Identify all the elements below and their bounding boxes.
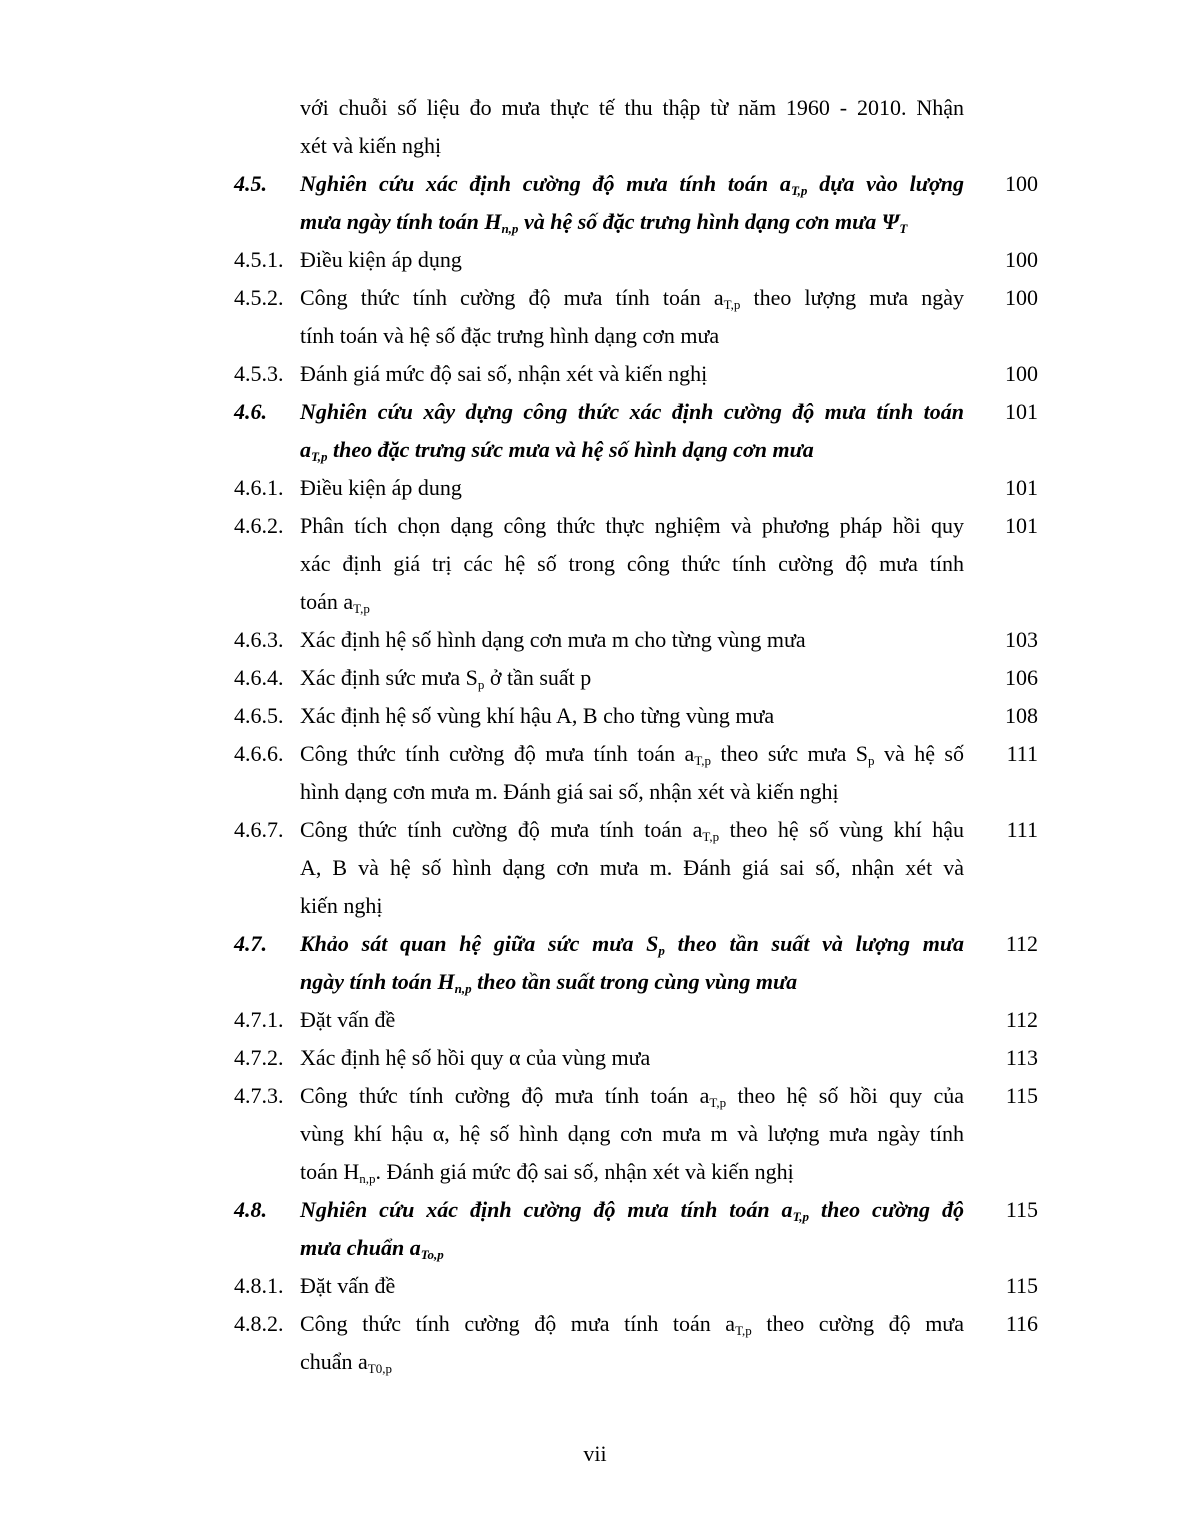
title-text: Điều kiện áp dung xyxy=(300,475,462,500)
toc-entry-page-number: 115 xyxy=(1005,1083,1038,1108)
title-text: mưa chuẩn a xyxy=(300,1235,421,1260)
title-text: theo hệ số hồi quy của xyxy=(726,1083,964,1108)
toc-entry-title xyxy=(300,355,964,393)
title-text: mưa ngày tính toán H xyxy=(300,209,502,234)
toc-entry-title-line xyxy=(300,811,964,849)
toc-entry[interactable] xyxy=(0,469,1190,507)
toc-entry-number: 4.5.1. xyxy=(234,247,284,272)
toc-entry[interactable] xyxy=(0,393,1190,469)
toc-entry-title-line xyxy=(300,1153,964,1191)
toc-entry-title-line xyxy=(300,203,964,241)
subscript: n,p xyxy=(501,221,519,236)
subscript: T,p xyxy=(790,183,808,198)
title-text: và hệ số xyxy=(874,741,964,766)
toc-entry-page-number: 112 xyxy=(1005,931,1038,956)
title-text: ở tần suất p xyxy=(484,665,592,690)
title-text: và hệ số đặc trưng hình dạng cơn mưa Ψ xyxy=(518,209,900,234)
toc-entry-number: 4.7.2. xyxy=(234,1045,284,1070)
toc-entry-title-line xyxy=(300,887,964,925)
toc-entry-title-line xyxy=(300,925,964,963)
title-text: Xác định sức mưa S xyxy=(300,665,478,690)
subscript: To,p xyxy=(420,1247,444,1262)
toc-entry-title xyxy=(300,697,964,735)
title-text: chuẩn a xyxy=(300,1349,368,1374)
toc-entry[interactable] xyxy=(0,1039,1190,1077)
title-text: xét và kiến nghị xyxy=(300,133,442,158)
toc-entry-page-number: 115 xyxy=(1005,1197,1038,1222)
toc-entry-page-number: 101 xyxy=(1005,399,1038,424)
toc-entry-title xyxy=(300,1001,964,1039)
toc-entry-page-number: 100 xyxy=(1005,361,1038,386)
title-text: Khảo sát quan hệ giữa sức mưa S xyxy=(300,931,659,956)
title-text: Xác định hệ số hồi quy α của vùng mưa xyxy=(300,1045,651,1070)
title-text: theo đặc trưng sức mưa và hệ số hình dạng cơn mưa xyxy=(327,437,814,462)
title-text: với chuỗi số liệu đo mưa thực tế thu thập từ năm 1960 - 2010. Nhận xyxy=(300,95,964,120)
title-text: theo tần suất và lượng mưa xyxy=(664,931,964,956)
title-text: Đánh giá mức độ sai số, nhận xét và kiến nghị xyxy=(300,361,708,386)
title-text: Công thức tính cường độ mưa tính toán a xyxy=(300,285,724,310)
title-text: Nghiên cứu xác định cường độ mưa tính toán a xyxy=(300,1197,793,1222)
subscript: p xyxy=(477,677,485,692)
toc-entry[interactable] xyxy=(0,925,1190,1001)
subscript: T,p xyxy=(353,601,370,616)
toc-entry-title-line xyxy=(300,431,964,469)
toc-entry-number: 4.6.5. xyxy=(234,703,284,728)
toc-entry-title-line xyxy=(300,317,964,355)
title-text: Đặt vấn đề xyxy=(300,1007,396,1032)
toc-entry-title-line xyxy=(300,849,964,887)
subscript: T,p xyxy=(694,753,712,768)
toc-entry-number: 4.7. xyxy=(234,931,267,956)
toc-entry-page-number: 113 xyxy=(1005,1045,1038,1070)
toc-entry-number: 4.7.1. xyxy=(234,1007,284,1032)
toc-entry[interactable] xyxy=(0,1267,1190,1305)
toc-entry-title-line xyxy=(300,507,964,545)
toc-entry-title xyxy=(300,925,964,1001)
title-text: dựa vào lượng xyxy=(807,171,964,196)
toc-entry-title-line xyxy=(300,279,964,317)
subscript: T,p xyxy=(792,1209,810,1224)
title-text: theo sức mưa S xyxy=(711,741,869,766)
toc-entry[interactable] xyxy=(0,735,1190,811)
toc-entry-title-line xyxy=(300,1191,964,1229)
toc-entry-number: 4.5.2. xyxy=(234,285,284,310)
toc-entry[interactable] xyxy=(0,355,1190,393)
toc-entry-title-line xyxy=(300,469,964,507)
toc-entry-number: 4.7.3. xyxy=(234,1083,284,1108)
toc-entry-number: 4.6.1. xyxy=(234,475,284,500)
subscript: T0,p xyxy=(367,1361,392,1376)
toc-entry-title xyxy=(300,621,964,659)
title-text: Xác định hệ số vùng khí hậu A, B cho từng vùng mưa xyxy=(300,703,775,728)
toc-entry-title-line xyxy=(300,545,964,583)
title-text: . Đánh giá mức độ sai số, nhận xét và kiến nghị xyxy=(375,1159,794,1184)
title-text: Công thức tính cường độ mưa tính toán a xyxy=(300,1083,710,1108)
title-text: theo tần suất trong cùng vùng mưa xyxy=(471,969,798,994)
title-text: vùng khí hậu α, hệ số hình dạng cơn mưa m và lượng mưa ngày tính xyxy=(300,1121,964,1146)
title-text: toán H xyxy=(300,1159,360,1184)
toc-entry-title-line xyxy=(300,127,964,165)
subscript: n,p xyxy=(359,1171,376,1186)
toc-entry-title-line xyxy=(300,393,964,431)
toc-entry-title xyxy=(300,735,964,811)
toc-entry-number: 4.6.7. xyxy=(234,817,284,842)
title-text: xác định giá trị các hệ số trong công thức tính cường độ mưa tính xyxy=(300,551,964,576)
toc-entry-title-line xyxy=(300,1305,964,1343)
toc-entry-title-line xyxy=(300,963,964,1001)
toc-entry[interactable] xyxy=(0,165,1190,241)
title-text: Công thức tính cường độ mưa tính toán a xyxy=(300,741,695,766)
toc-entry-number: 4.6.3. xyxy=(234,627,284,652)
toc-entry-title xyxy=(300,1039,964,1077)
title-text: kiến nghị xyxy=(300,893,383,918)
toc-entry-page-number: 100 xyxy=(1005,171,1038,196)
toc-entry-title-line xyxy=(300,583,964,621)
toc-entry-number: 4.5.3. xyxy=(234,361,284,386)
title-text: tính toán và hệ số đặc trưng hình dạng cơn mưa xyxy=(300,323,720,348)
toc-entry-title-line xyxy=(300,659,964,697)
subscript: T,p xyxy=(735,1323,752,1338)
title-text: theo lượng mưa ngày xyxy=(740,285,964,310)
toc-entry-number: 4.6.6. xyxy=(234,741,284,766)
toc-entry-number: 4.8. xyxy=(234,1197,267,1222)
title-text: Công thức tính cường độ mưa tính toán a xyxy=(300,817,703,842)
title-text: Phân tích chọn dạng công thức thực nghiệm và phương pháp hồi quy xyxy=(300,513,964,538)
subscript: T xyxy=(899,221,908,236)
toc-entry-title xyxy=(300,469,964,507)
toc-entry-page-number: 112 xyxy=(1005,1007,1038,1032)
toc-entry-title xyxy=(300,165,964,241)
toc-entry-number: 4.6.4. xyxy=(234,665,284,690)
subscript: T,p xyxy=(723,297,741,312)
toc-entry-title-line xyxy=(300,1229,964,1267)
title-text: Nghiên cứu xây dựng công thức xác định cường độ mưa tính toán xyxy=(300,399,964,424)
toc-entry-title xyxy=(300,1077,964,1191)
toc-entry-title-line xyxy=(300,355,964,393)
subscript: p xyxy=(658,943,665,958)
toc-entry-title xyxy=(300,507,964,621)
toc-entry-page-number: 106 xyxy=(1005,665,1038,690)
toc-entry-page-number: 115 xyxy=(1005,1273,1038,1298)
toc-entry-title xyxy=(300,811,964,925)
title-text: toán a xyxy=(300,589,354,614)
toc-entry[interactable] xyxy=(0,507,1190,621)
page-number: vii xyxy=(583,1441,607,1466)
toc-entry-title-line xyxy=(300,1115,964,1153)
toc-entry-title-line xyxy=(300,735,964,773)
toc-entry-title-line xyxy=(300,1343,964,1381)
toc-entry-number: 4.6.2. xyxy=(234,513,284,538)
toc-entry-title-line xyxy=(300,621,964,659)
toc-entry-title-line xyxy=(300,1039,964,1077)
toc-entry-page-number: 108 xyxy=(1005,703,1038,728)
toc-entry-page-number: 103 xyxy=(1005,627,1038,652)
toc-entry-number: 4.8.2. xyxy=(234,1311,284,1336)
title-text: A, B và hệ số hình dạng cơn mưa m. Đánh giá sai số, nhận xét và xyxy=(300,855,964,880)
toc-entry-number: 4.5. xyxy=(234,171,267,196)
toc-entry-page-number: 111 xyxy=(1006,817,1038,842)
subscript: T,p xyxy=(702,829,720,844)
toc-entry-title-line xyxy=(300,1077,964,1115)
title-text: a xyxy=(300,437,311,462)
toc-entry-title xyxy=(300,659,964,697)
toc-entry-title xyxy=(300,89,964,165)
title-text: Đặt vấn đề xyxy=(300,1273,396,1298)
toc-entry-title xyxy=(300,1267,964,1305)
toc-entry[interactable] xyxy=(0,89,1190,165)
toc-entry[interactable] xyxy=(0,1077,1190,1191)
toc-entry-title-line xyxy=(300,697,964,735)
toc-entry-title-line xyxy=(300,241,964,279)
toc-entry[interactable] xyxy=(0,279,1190,355)
toc-entry-title xyxy=(300,1305,964,1381)
toc-entry-title xyxy=(300,279,964,355)
title-text: theo hệ số vùng khí hậu xyxy=(719,817,964,842)
toc-entry-title xyxy=(300,1191,964,1267)
toc-entry-page-number: 111 xyxy=(1006,741,1038,766)
toc-entry[interactable] xyxy=(0,241,1190,279)
toc-entry[interactable] xyxy=(0,621,1190,659)
toc-entry-title-line xyxy=(300,1267,964,1305)
toc-entry-page-number: 101 xyxy=(1005,475,1038,500)
title-text: ngày tính toán H xyxy=(300,969,455,994)
toc-entry-title xyxy=(300,241,964,279)
toc-entry-number: 4.8.1. xyxy=(234,1273,284,1298)
toc-entry-title-line xyxy=(300,89,964,127)
toc-entry-page-number: 101 xyxy=(1005,513,1038,538)
title-text: theo cường độ xyxy=(809,1197,964,1222)
title-text: Điều kiện áp dụng xyxy=(300,247,462,272)
title-text: Công thức tính cường độ mưa tính toán a xyxy=(300,1311,736,1336)
toc-entry[interactable] xyxy=(0,811,1190,925)
subscript: T,p xyxy=(709,1095,727,1110)
title-text: Xác định hệ số hình dạng cơn mưa m cho từng vùng mưa xyxy=(300,627,806,652)
toc-entry-page-number: 100 xyxy=(1005,285,1038,310)
toc-entry-number: 4.6. xyxy=(234,399,267,424)
toc-entry[interactable] xyxy=(0,1305,1190,1381)
subscript: T,p xyxy=(311,449,328,464)
toc-entry-title xyxy=(300,393,964,469)
toc-entry-title-line xyxy=(300,1001,964,1039)
toc-entry[interactable] xyxy=(0,1001,1190,1039)
title-text: theo cường độ mưa xyxy=(751,1311,964,1336)
subscript: p xyxy=(868,753,875,768)
toc-entry[interactable] xyxy=(0,1191,1190,1267)
toc-entry-title-line xyxy=(300,165,964,203)
toc-entry-page-number: 100 xyxy=(1005,247,1038,272)
subscript: n,p xyxy=(454,981,472,996)
title-text: hình dạng cơn mưa m. Đánh giá sai số, nhận xét và kiến nghị xyxy=(300,779,839,804)
toc-entry[interactable] xyxy=(0,697,1190,735)
toc-entry-page-number: 116 xyxy=(1005,1311,1038,1336)
toc-entry[interactable] xyxy=(0,659,1190,697)
toc-entry-title-line xyxy=(300,773,964,811)
title-text: Nghiên cứu xác định cường độ mưa tính toán a xyxy=(300,171,791,196)
